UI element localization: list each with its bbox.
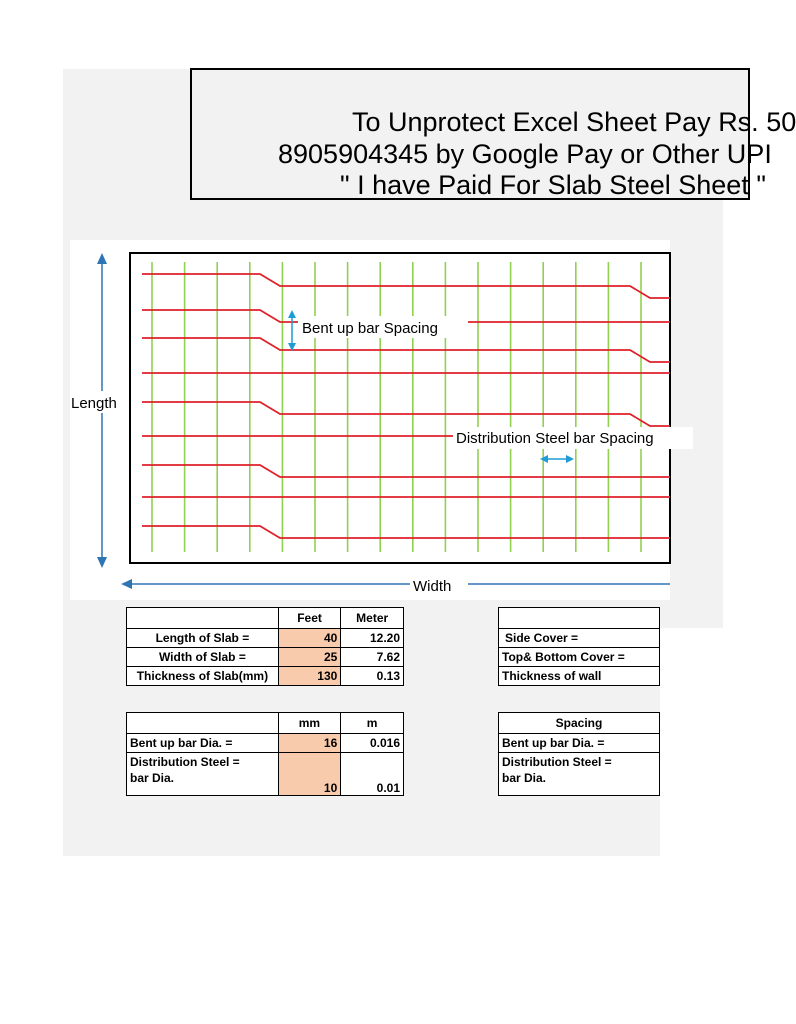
distribution-dia-m-cell: 0.01 xyxy=(341,753,404,796)
slab-reinforcement-diagram xyxy=(70,240,670,600)
length-meter-cell: 12.20 xyxy=(341,629,404,648)
width-feet-input[interactable]: 25 xyxy=(278,648,341,667)
m-header: m xyxy=(341,713,404,734)
slab-outline xyxy=(130,253,670,563)
length-label-cell: Length of Slab = xyxy=(127,629,279,648)
thickness-input[interactable]: 130 xyxy=(278,667,341,686)
thickness-meter-cell: 0.13 xyxy=(341,667,404,686)
blank-cell xyxy=(499,608,660,629)
length-label: Length xyxy=(71,395,117,412)
banner-line-2: 8905904345 by Google Pay or Other UPI xyxy=(278,139,772,169)
blank-cell xyxy=(127,713,279,734)
spacing-distribution-line2: bar Dia. xyxy=(502,771,547,785)
bentup-dia-label: Bent up bar Dia. = xyxy=(127,734,279,753)
top-bottom-cover-label: Top& Bottom Cover = xyxy=(499,648,660,667)
width-meter-cell: 7.62 xyxy=(341,648,404,667)
wall-thickness-label: Thickness of wall xyxy=(499,667,660,686)
spacing-table xyxy=(498,712,660,796)
spacing-distribution-line1: Distribution Steel = xyxy=(502,755,612,769)
bar-diameter-table xyxy=(126,712,404,796)
length-feet-input[interactable]: 40 xyxy=(278,629,341,648)
width-arrow xyxy=(121,579,670,589)
bentup-dia-input[interactable]: 16 xyxy=(278,734,341,753)
blank-cell xyxy=(127,608,279,629)
meter-header: Meter xyxy=(341,608,404,629)
width-label-cell: Width of Slab = xyxy=(127,648,279,667)
mm-header: mm xyxy=(278,713,341,734)
bentup-spacing-label: Bent up bar Spacing xyxy=(302,320,438,337)
banner-line-1: To Unprotect Excel Sheet Pay Rs. 50 xyxy=(352,107,796,137)
banner-line-3: " I have Paid For Slab Steel Sheet " xyxy=(340,170,766,200)
spacing-distribution-label xyxy=(499,753,660,796)
distribution-dia-label xyxy=(127,753,279,796)
distribution-dia-input[interactable]: 10 xyxy=(278,753,341,796)
slab-dimensions-table xyxy=(126,607,404,686)
feet-header: Feet xyxy=(278,608,341,629)
spacing-bentup-label: Bent up bar Dia. = xyxy=(499,734,660,753)
width-label: Width xyxy=(413,578,452,595)
distribution-dia-label-line1: Distribution Steel = xyxy=(130,755,240,769)
unprotect-banner xyxy=(190,68,796,200)
spacing-header: Spacing xyxy=(499,713,660,734)
side-cover-label: Side Cover = xyxy=(499,629,660,648)
distribution-dia-label-line2: bar Dia. xyxy=(130,771,175,785)
distribution-spacing-label: Distribution Steel bar Spacing xyxy=(456,430,654,447)
bentup-dia-m-cell: 0.016 xyxy=(341,734,404,753)
cover-table xyxy=(498,607,660,686)
thickness-label-cell: Thickness of Slab(mm) xyxy=(127,667,279,686)
